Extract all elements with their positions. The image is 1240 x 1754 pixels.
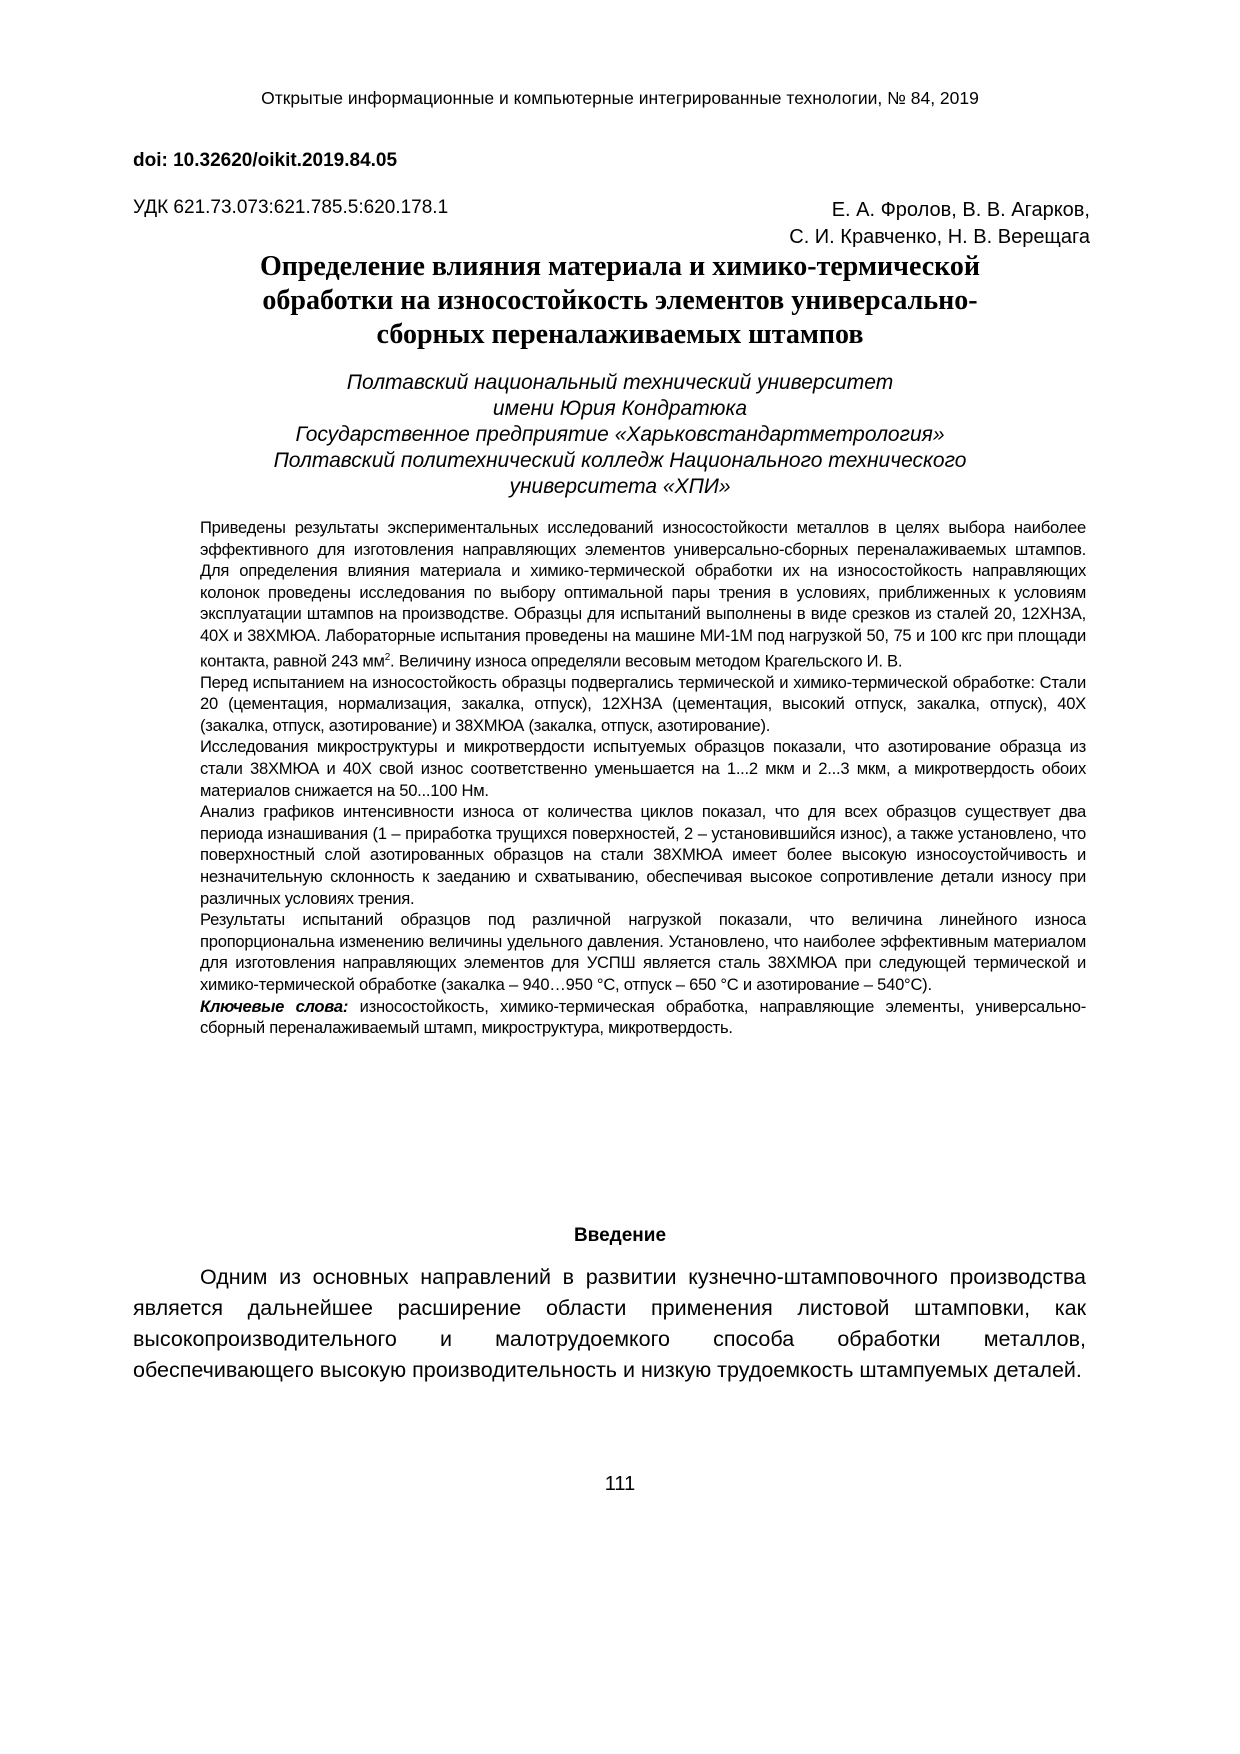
- abstract-paragraph: Результаты испытаний образцов под различной нагрузкой показали, что величина линейного износа пропорциональна изменению величины удельного давления. Установлено, что наиболее эффективным материалом для изготовления направляющих элементов для УСПШ является сталь 38ХМЮА при следующей термической и химико-термической обработке (закалка – 940…950 °С, отпуск – 650 °С и азотирование – 540°С).: [200, 910, 1086, 994]
- abstract: [200, 517, 1086, 1039]
- abstract-text: Приведены результаты экспериментальных исследований износостойкости металлов в целях выбора наиболее эффективного для изготовления направляющих элементов универсально-сборных переналаживаемых штампов. Для определения влияния материала и химико-термической обработки их на износостойкость направляющих колонок проведены исследования по выбору оптимальной пары трения в условиях, приближенных к условиям эксплуатации штампов на производстве. Образцы для испытаний выполнены в виде срезков из сталей 20, 12ХН3А, 40Х и 38ХМЮА. Лабораторные испытания проведены на машине МИ-1М под нагрузкой 50, 75 и 100 кгс при площади контакта, равной 243 мм: [200, 518, 1086, 671]
- affiliation-line: университета «ХПИ»: [509, 475, 731, 498]
- superscript: 2: [384, 651, 391, 663]
- affiliation-line: Государственное предприятие «Харьковстандартметрология»: [295, 423, 945, 446]
- doi: doi: 10.32620/oikit.2019.84.05: [133, 150, 398, 171]
- title-line: обработки на износостойкость элементов универсально-: [262, 285, 978, 316]
- keywords-label: Ключевые слова:: [200, 996, 349, 1016]
- intro-paragraph: Одним из основных направлений в развитии кузнечно-штамповочного производства является дальнейшее расширение области применения листовой штамповки, как высокопроизводительного и малотрудоемкого способа обработки металлов, обеспечивающего высокую производительность и низкую трудоемкость штампуемых деталей.: [133, 1265, 1086, 1382]
- authors-line: С. И. Кравченко, Н. В. Верещага: [789, 226, 1090, 248]
- abstract-paragraph: [200, 517, 1086, 672]
- abstract-paragraph: Перед испытанием на износостойкость образцы подвергались термической и химико-термической обработке: Стали 20 (цементация, нормализация, закалка, отпуск), 12ХН3А (цементация, высокий отпуск, закалка, отпуск), 40Х (закалка, отпуск, азотирование) и 38ХМЮА (закалка, отпуск, азотирование).: [200, 672, 1086, 735]
- paper-title: [150, 250, 1090, 352]
- abstract-paragraph: Анализ графиков интенсивности износа от количества циклов показал, что для всех образцов существует два периода изнашивания (1 – приработка трущихся поверхностей, 2 – установившийся износ), а также установлено, что поверхностный слой азотированных образцов на стали 38ХМЮА имеет более высокую износоустойчивость и незначительную склонность к заеданию и схватыванию, обеспечивая высокое сопротивление детали износу при различных условиях трения.: [200, 802, 1086, 908]
- keywords-text: износостойкость, химико-термическая обработка, направляющие элементы, универсально-сборный переналаживаемый штамп, микроструктура, микротвердость.: [200, 996, 1086, 1038]
- affiliation-line: Полтавский политехнический колледж Национального технического: [273, 449, 967, 472]
- affiliation-line: имени Юрия Кондратюка: [492, 397, 748, 420]
- affiliations: [150, 370, 1090, 500]
- keywords: [200, 996, 1086, 1039]
- abstract-text: . Величину износа определяли весовым методом Крагельского И. В.: [390, 651, 903, 671]
- title-line: Определение влияния материала и химико-термической: [259, 251, 981, 282]
- authors: [789, 197, 1090, 251]
- affiliation-line: Полтавский национальный технический университет: [346, 371, 894, 394]
- abstract-paragraph: Исследования микроструктуры и микротвердости испытуемых образцов показали, что азотирование образца из стали 38ХМЮА и 40Х свой износ соответственно уменьшается на 1...2 мкм и 2...3 мкм, а микротвердость обоих материалов снижается на 50...100 Нм.: [200, 737, 1086, 800]
- page-number: 111: [604, 1473, 636, 1495]
- udk-code: УДК 621.73.073:621.785.5:620.178.1: [133, 197, 449, 218]
- title-line: сборных переналаживаемых штампов: [376, 319, 864, 350]
- journal-header: Открытые информационные и компьютерные интегрированные технологии, № 84, 2019: [261, 88, 979, 108]
- authors-line: Е. А. Фролов, В. В. Агарков,: [831, 199, 1090, 221]
- section-heading: Введение: [573, 1225, 667, 1246]
